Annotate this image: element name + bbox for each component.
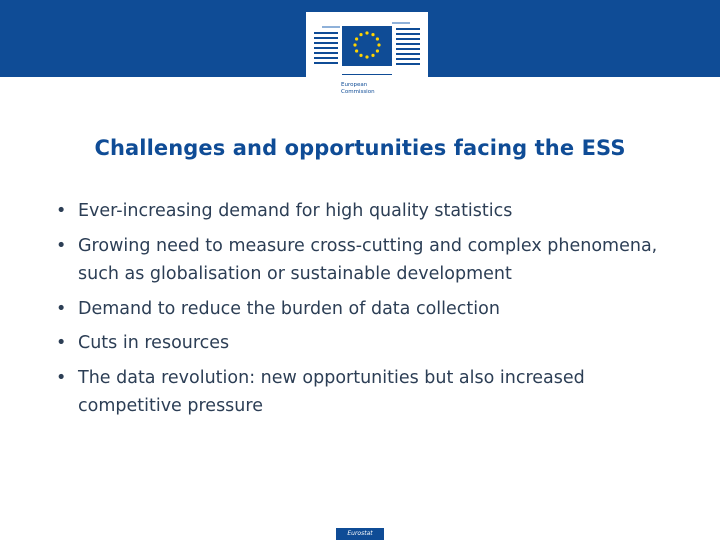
bullet-icon: • xyxy=(56,333,67,353)
bullet-text: Growing need to measure cross-cutting and complex phenomena, such as globalisation or sustainable development xyxy=(78,235,658,284)
bullet-item xyxy=(52,364,692,421)
building-flag-icon xyxy=(312,16,422,80)
slide-title: Challenges and opportunities facing the ESS xyxy=(94,136,626,160)
bullet-icon: • xyxy=(56,298,67,319)
logo-line-1: European xyxy=(341,82,368,88)
bullet-text: Cuts in resources xyxy=(78,333,230,353)
bullet-list xyxy=(52,197,692,427)
eurostat-badge: Eurostat xyxy=(336,528,384,540)
bullet-item xyxy=(52,197,692,226)
european-commission-logo xyxy=(306,12,428,104)
bullet-item xyxy=(52,295,692,324)
bullet-icon: • xyxy=(56,367,67,388)
bullet-text: The data revolution: new opportunities but also increased competitive pressure xyxy=(78,367,585,416)
bullet-item xyxy=(52,329,692,358)
logo-wordmark xyxy=(341,82,375,96)
logo-line-2: Commission xyxy=(341,89,375,95)
bullet-item xyxy=(52,232,692,289)
bullet-text: Demand to reduce the burden of data collection xyxy=(78,298,500,319)
bullet-text: Ever-increasing demand for high quality statistics xyxy=(78,201,513,221)
bullet-icon: • xyxy=(56,235,67,256)
bullet-icon: • xyxy=(56,201,67,221)
